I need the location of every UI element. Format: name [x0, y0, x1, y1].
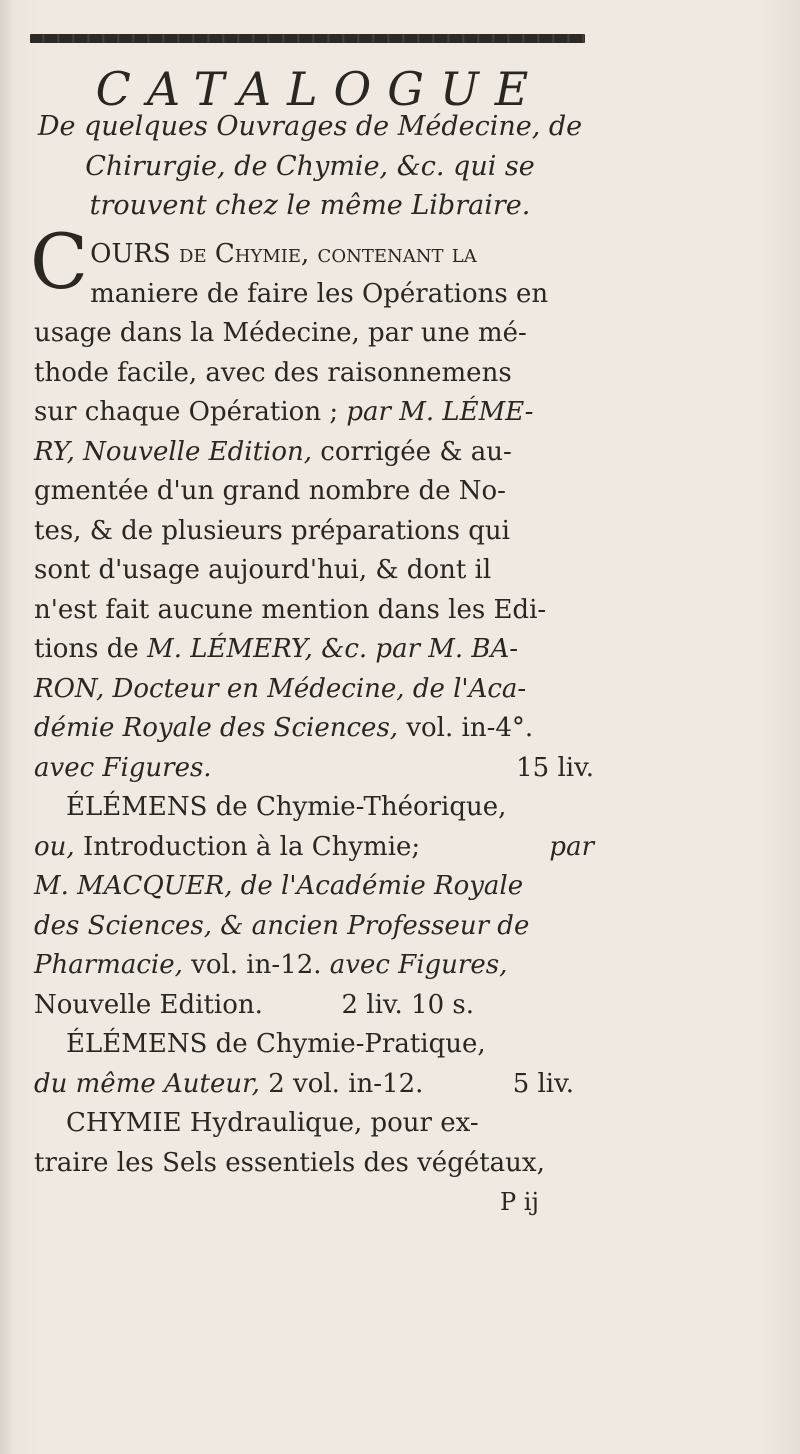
entry-text: Nouvelle Edition.	[34, 989, 263, 1020]
entry-line	[34, 1025, 594, 1065]
entry-line: gmentée d'un grand nombre de No-	[34, 476, 506, 506]
entry-text: avec Figures.	[34, 752, 212, 783]
entry-line	[34, 788, 594, 828]
entry-line: n'est fait aucune mention dans les Edi-	[34, 594, 547, 625]
catalogue-title: CATALOGUE	[95, 62, 545, 116]
entry-line	[34, 946, 594, 986]
edition-note: RY, Nouvelle Edition,	[34, 436, 321, 467]
entry-line	[34, 749, 594, 789]
price: 2 liv. 10 s.	[341, 989, 474, 1020]
entry-line: traire les Sels essentiels des végétaux,	[34, 1147, 545, 1178]
entry-line	[34, 828, 594, 868]
entry-text: démie Royale des Sciences,	[34, 713, 407, 743]
entry-text: de Chymie-Pratique,	[207, 1029, 486, 1059]
entry-text: tions de	[34, 634, 148, 664]
price: 15 liv.	[516, 752, 594, 783]
entry-text: Introduction à la Chymie;	[82, 831, 421, 862]
entry-heading: ÉLÉMENS	[66, 792, 208, 822]
entry-text: ou,	[34, 831, 83, 862]
entry-line: usage dans la Médecine, par une mé-	[34, 318, 527, 348]
volume-format: vol. in-4°.	[406, 713, 534, 743]
entry-line: sont d'usage aujourd'hui, & dont il	[34, 555, 492, 585]
volume-format: vol. in-12.	[191, 950, 330, 980]
entry-line	[34, 1065, 594, 1105]
entry-line: OURS de Chymie, contenant la	[90, 239, 477, 269]
author-name: par M. LÉME-	[346, 397, 534, 427]
entry-line	[34, 1104, 594, 1144]
drop-cap: C	[30, 217, 89, 306]
author-name: M. LÉMERY, &c. par M. BA-	[147, 634, 519, 664]
catalogue-entry-elemens-pratique	[34, 1025, 594, 1104]
entry-line	[34, 393, 594, 433]
entry-line: M. MACQUER, de l'Académie Royale	[34, 871, 524, 901]
ornamental-rule	[30, 34, 585, 43]
entry-line: des Sciences, & ancien Professeur de	[34, 910, 530, 941]
catalogue-body	[30, 217, 594, 1183]
entry-heading: ÉLÉMENS	[66, 1029, 208, 1059]
entry-line	[34, 709, 594, 749]
subtitle-line: De quelques Ouvrages de Médecine, de	[37, 111, 583, 142]
catalogue-subtitle	[30, 108, 590, 227]
entry-text: de Chymie-Théorique,	[207, 792, 507, 822]
entry-heading: CHYMIE	[66, 1108, 182, 1138]
price: 5 liv.	[512, 1068, 574, 1099]
entry-line	[34, 433, 594, 473]
entry-line: maniere de faire les Opérations en	[90, 278, 549, 309]
entry-line: RON, Docteur en Médecine, de l'Aca-	[34, 673, 527, 704]
entry-text: corrigée & au-	[320, 436, 512, 467]
entry-text: avec Figures,	[329, 950, 508, 980]
volume-format: 2 vol. in-12.	[268, 1068, 424, 1099]
entry-text: du même Auteur,	[34, 1068, 269, 1099]
catalogue-entry-cours-de-chymie	[30, 217, 594, 788]
catalogue-entry-chymie-hydraulique	[34, 1104, 594, 1183]
entry-line	[34, 986, 594, 1026]
entry-text: Pharmacie,	[34, 950, 192, 980]
catalogue-entry-elemens-theorique	[34, 788, 594, 1025]
entry-text: sur chaque Opération ;	[34, 397, 347, 427]
entry-line: thode facile, avec des raisonnemens	[34, 357, 512, 388]
subtitle-line: Chirurgie, de Chymie, &c. qui se	[85, 150, 535, 182]
entry-text: Hydraulique, pour ex-	[181, 1108, 479, 1138]
entry-text: par	[549, 831, 594, 862]
entry-line: tes, & de plusieurs préparations qui	[34, 515, 510, 546]
signature-mark: P ij	[500, 1188, 539, 1216]
subtitle-line: trouvent chez le même Libraire.	[89, 190, 531, 221]
entry-line	[34, 630, 594, 670]
